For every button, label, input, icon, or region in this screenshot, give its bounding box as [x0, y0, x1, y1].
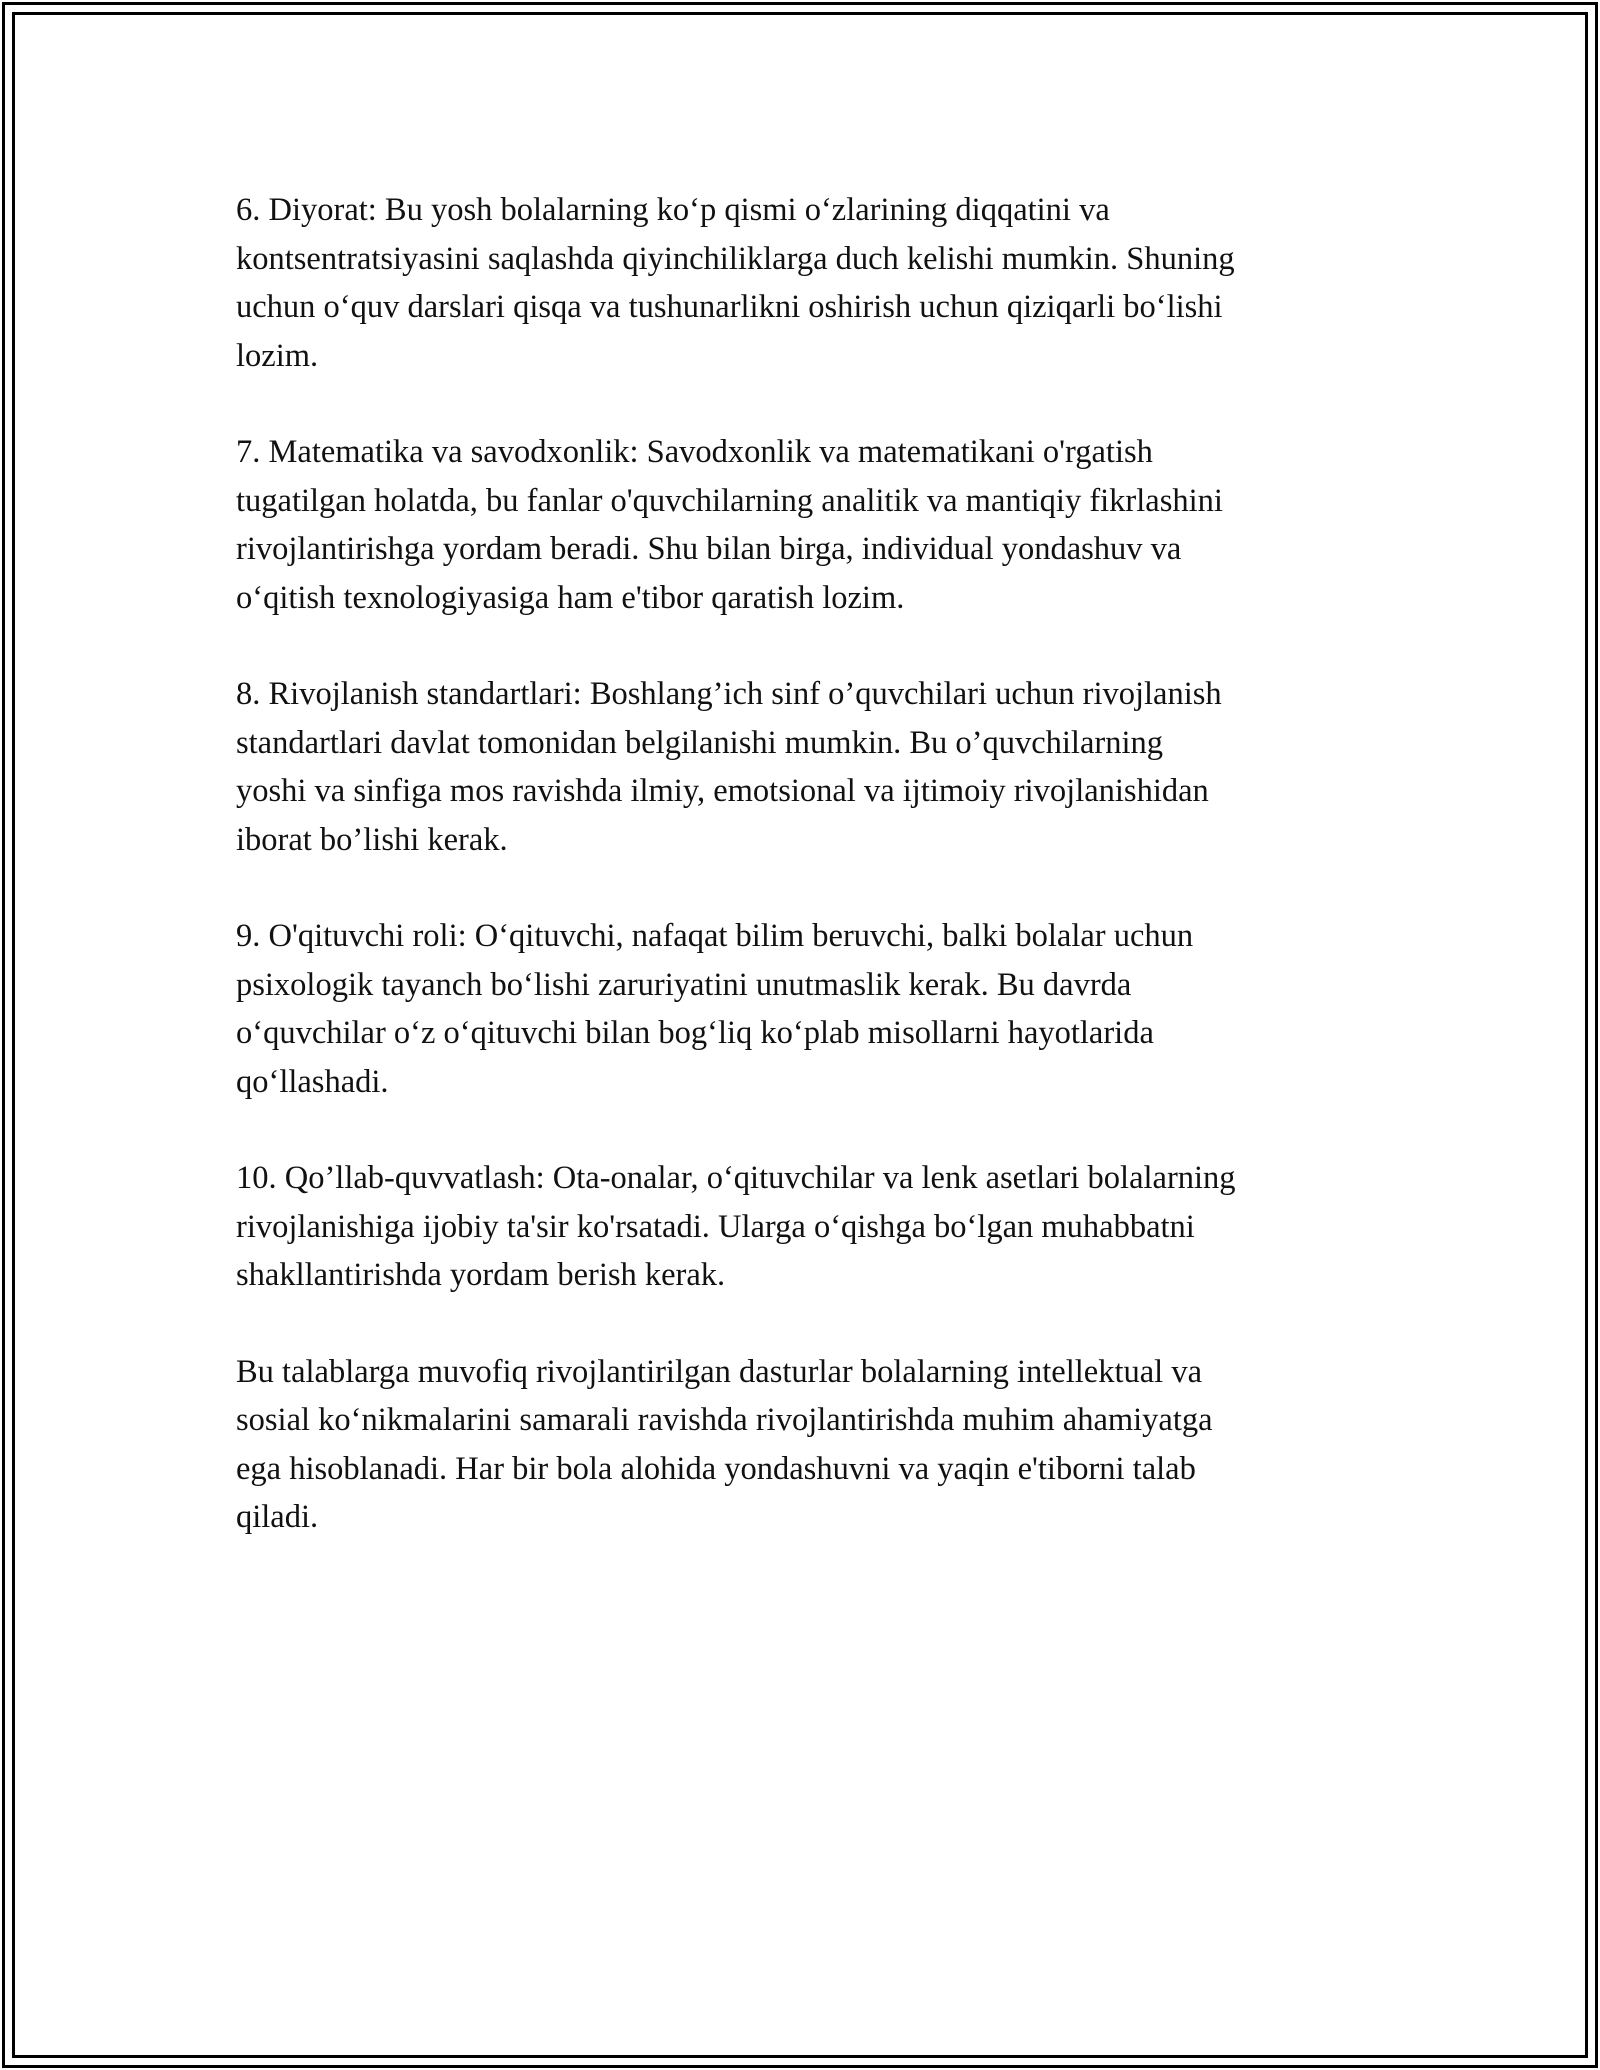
- document-body: [236, 186, 1376, 1590]
- paragraph-matematika-savodxonlik: 7. Matematika va savodxonlik: Savodxonlik va matematikani o'rgatish tugatilgan holatda, bu fanlar o'quvchilarning analitik va mantiqiy fikrlashini rivojlantirishga yordam beradi. Shu bilan birga, individual yondashuv va o‘qitish texnologiyasiga ham e'tibor qaratish lozim.: [236, 434, 1223, 616]
- paragraph-rivojlanish-standartlari: 8. Rivojlanish standartlari: Boshlang’ich sinf o’quvchilari uchun rivojlanish standartlari davlat tomonidan belgilanishi mumkin. Bu o’quvchilarning yoshi va sinfiga mos ravishda ilmiy, emotsional va ijtimoiy rivojlanishidan iborat bo’lishi kerak.: [236, 676, 1222, 858]
- paragraph-conclusion: Bu talablarga muvofiq rivojlantirilgan dasturlar bolalarning intellektual va sosial ko‘nikmalarini samarali ravishda rivojlantirishda muhim ahamiyatga ega hisoblanadi. Har bir bola alohida yondashuvni va yaqin e'tiborni talab qiladi.: [236, 1353, 1213, 1535]
- paragraph-oqituvchi-roli: 9. O'qituvchi roli: O‘qituvchi, nafaqat bilim beruvchi, balki bolalar uchun psixologik tayanch bo‘lishi zaruriyatini unutmaslik kerak. Bu davrda o‘quvchilar o‘z o‘qituvchi bilan bog‘liq ko‘plab misollarni hayotlarida qo‘llashadi.: [236, 918, 1194, 1100]
- paragraph-qollab-quvvatlash: 10. Qo’llab-quvvatlash: Ota-onalar, o‘qituvchilar va lenk asetlari bolalarning rivojlanishiga ijobiy ta'sir ko'rsatadi. Ularga o‘qishga bo‘lgan muhabbatni shakllantirishda yordam berish kerak.: [236, 1160, 1236, 1293]
- paragraph-diyorat: 6. Diyorat: Bu yosh bolalarning ko‘p qismi o‘zlarining diqqatini va kontsentratsiyasini saqlashda qiyinchiliklarga duch kelishi mumkin. Shuning uchun o‘quv darslari qisqa va tushunarlikni oshirish uchun qiziqarli bo‘lishi lozim.: [236, 192, 1235, 374]
